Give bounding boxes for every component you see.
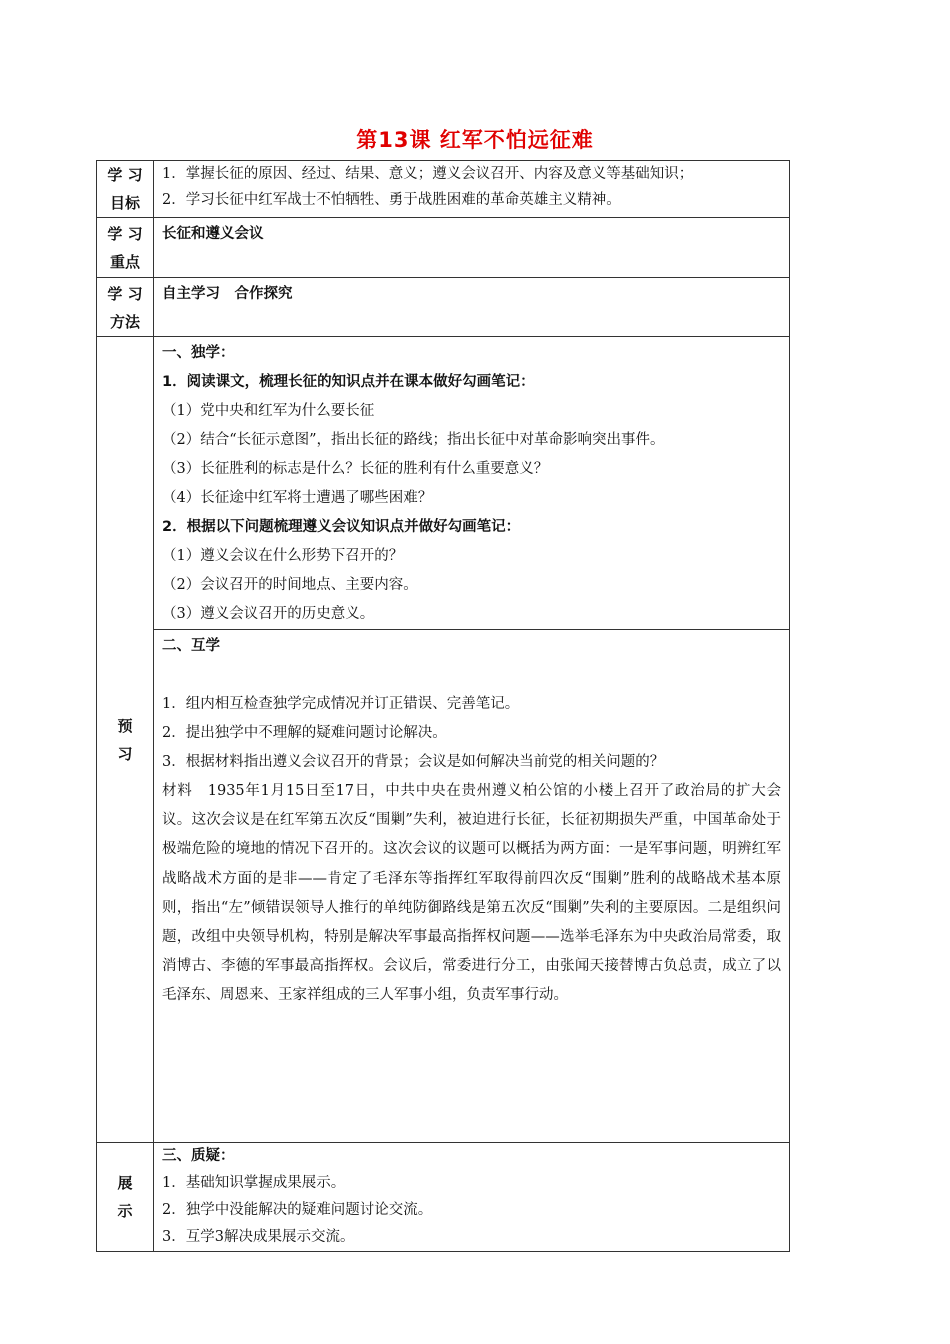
row-focus (97, 218, 790, 278)
q1-item: （2）结合“长征示意图”，指出长征的路线；指出长征中对革命影响突出事件。 (162, 432, 665, 448)
method-text: 自主学习 合作探究 (162, 286, 293, 302)
focus-text: 长征和遵义会议 (162, 226, 264, 242)
q1-item: （4）长征途中红军将士遭遇了哪些困难？ (162, 490, 433, 506)
q2-item: （3）遵义会议召开的历史意义。 (162, 606, 375, 622)
row-show (97, 1143, 790, 1252)
label-focus: 学 习 重点 (97, 218, 154, 278)
row-goals (97, 161, 790, 218)
page-title: 第13课 红军不怕远征难 (356, 128, 594, 152)
show-heading: 三、质疑： (162, 1148, 235, 1164)
mutual-item: 3．根据材料指出遵义会议召开的背景；会议是如何解决当前党的相关问题的？ (162, 754, 665, 770)
mutual-study-heading: 二、互学 (162, 638, 220, 654)
self-study-q1: 1．阅读课文，梳理长征的知识点并在课本做好勾画笔记： (162, 374, 535, 390)
mutual-item: 2．提出独学中不理解的疑难问题讨论解决。 (162, 725, 447, 741)
self-study-heading: 一、独学： (162, 345, 235, 361)
content-method (154, 278, 790, 337)
label-goals: 学 习 目标 (97, 161, 154, 218)
material-paragraph: 材料 1935年1月15日至17日，中共中央在贵州遵义柏公馆的小楼上召开了政治局的扩大会议。这次会议是在红军第五次反“围剿”失利，被迫进行长征，长征初期损失严重，中国革命处于极端危险的境地的情况下召开的。这次会议的议题可以概括为两方面：一是军事问题，明辨红军战略战术方面的是非——肯定了毛泽东等指挥红军取得前四次反“围剿”胜利的战略战术基本原则，指出“左”倾错误领导人推行的单纯防御路线是第五次反“围剿”失利的主要原因。二是组织问题，改组中央领导机构，特别是解决军事最高指挥权问题——选举毛泽东为中央政治局常委，取消博古、李德的军事最高指挥权。会议后，常委进行分工，由张闻天接替博古负总责，成立了以毛泽东、周恩来、王家祥组成的三人军事小组，负责军事行动。 (162, 783, 781, 1004)
content-focus (154, 218, 790, 278)
q2-item: （2）会议召开的时间地点、主要内容。 (162, 577, 418, 593)
content-show (154, 1143, 790, 1252)
q1-item: （1）党中央和红军为什么要长征 (162, 403, 375, 419)
content-goals (154, 161, 790, 218)
mutual-item: 1．组内相互检查独学完成情况并订正错误、完善笔记。 (162, 696, 520, 712)
label-show: 展 示 (97, 1143, 154, 1252)
q1-item: （3）长征胜利的标志是什么？长征的胜利有什么重要意义？ (162, 461, 549, 477)
label-method: 学 习 方法 (97, 278, 154, 337)
lesson-plan-table (96, 160, 790, 1252)
show-item: 1．基础知识掌握成果展示。 (162, 1175, 346, 1191)
self-study-q2: 2．根据以下问题梳理遵义会议知识点并做好勾画笔记： (162, 519, 521, 535)
row-method (97, 278, 790, 337)
show-item: 2．独学中没能解决的疑难问题讨论交流。 (162, 1202, 433, 1218)
row-preview-mutual (97, 630, 790, 1143)
goal-item: 1．掌握长征的原因、经过、结果、意义；遵义会议召开、内容及意义等基础知识； (162, 166, 694, 182)
goal-item: 2．学习长征中红军战士不怕牺牲、勇于战胜困难的革命英雄主义精神。 (162, 192, 621, 208)
q2-item: （1）遵义会议在什么形势下召开的？ (162, 548, 404, 564)
label-preview: 预 习 (97, 337, 154, 1143)
show-item: 3．互学3解决成果展示交流。 (162, 1229, 355, 1245)
content-self-study (154, 337, 790, 630)
content-mutual-study (154, 630, 790, 1143)
row-preview-self (97, 337, 790, 630)
